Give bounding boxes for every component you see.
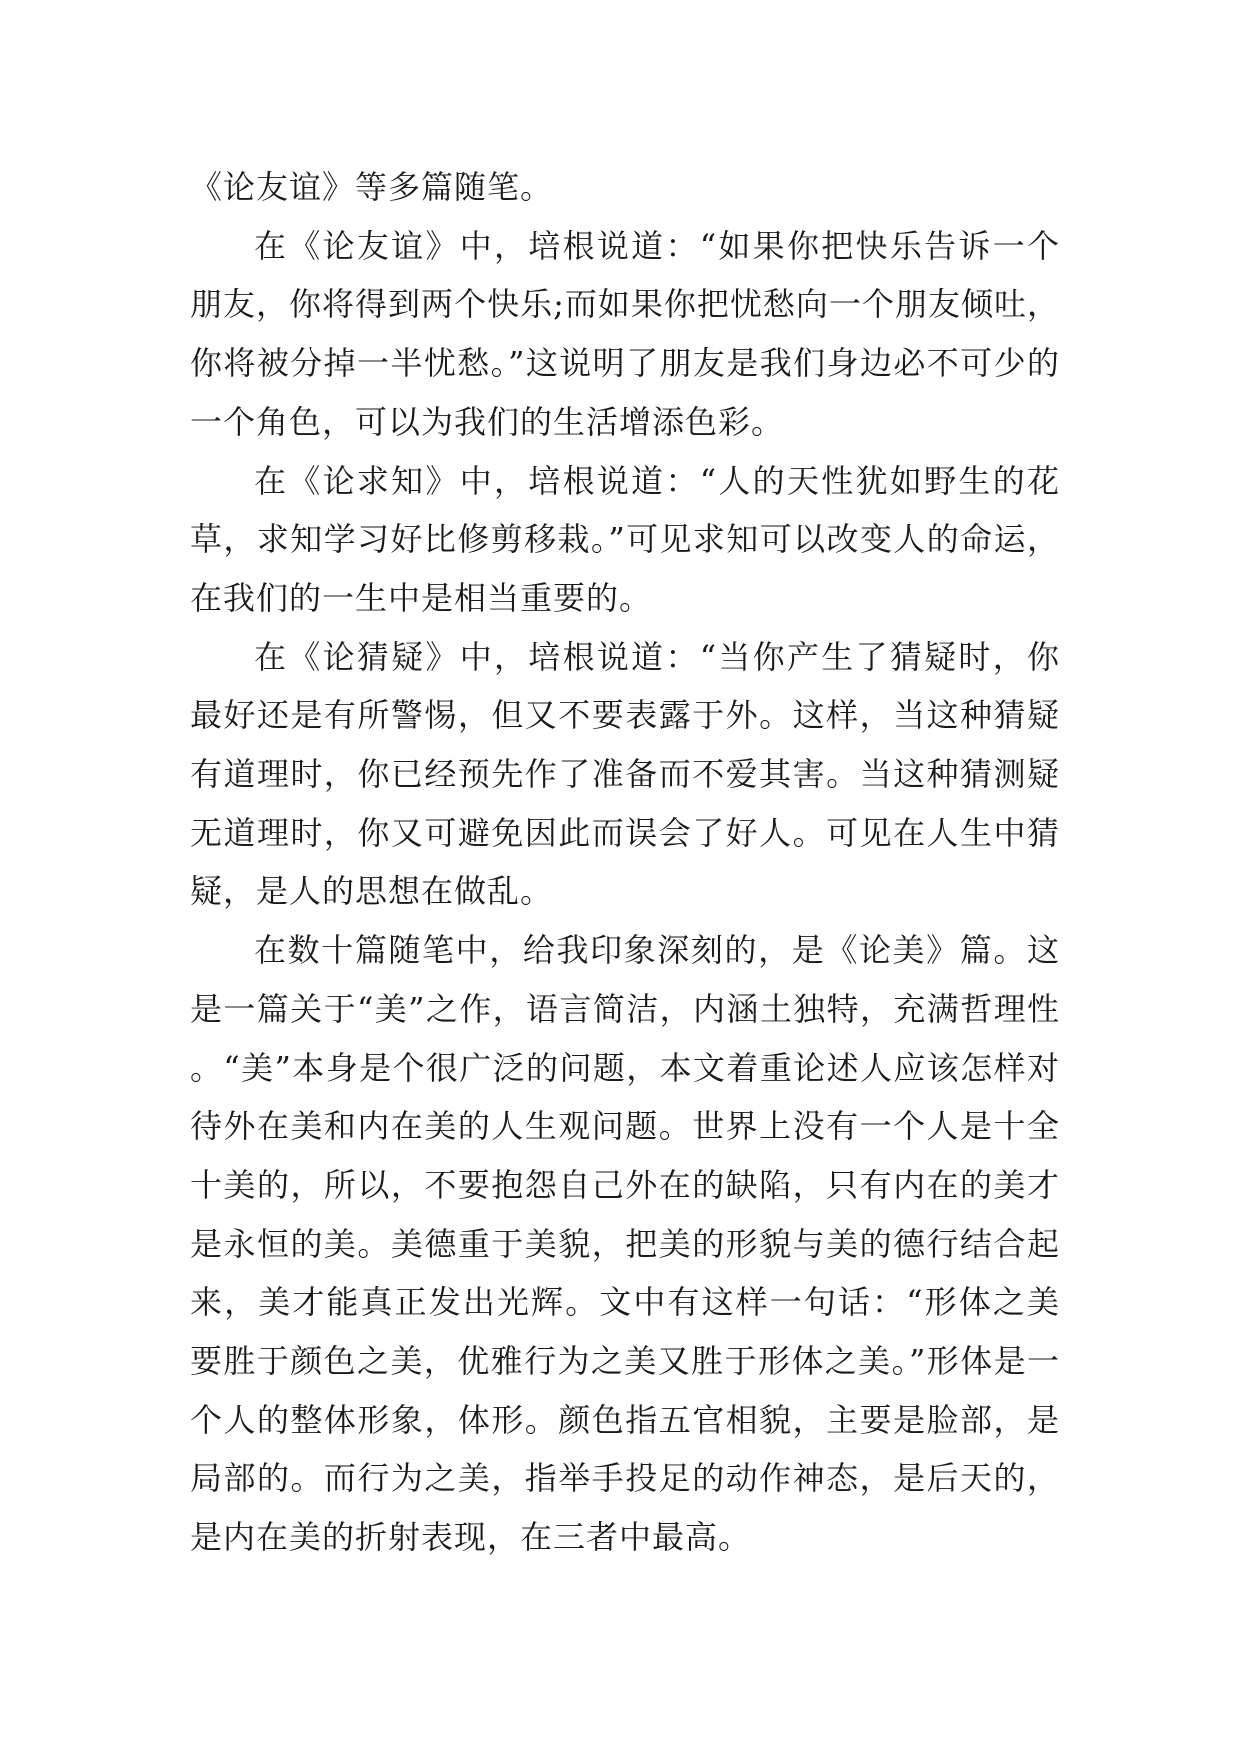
paragraph-suspicion: 在《论猜疑》中，培根说道：“当你产生了猜疑时，你最好还是有所警惕，但又不要表露于外。这样，当这种猜疑有道理时，你已经预先作了准备而不爱其害。当这种猜测疑无道理时，你又可避免因此而误会了好人。可见在人生中猜疑，是人的思想在做乱。 — [190, 637, 1060, 911]
paragraph-knowledge: 在《论求知》中，培根说道：“人的天性犹如野生的花草，求知学习好比修剪移栽。”可见求知可以改变人的命运，在我们的一生中是相当重要的。 — [190, 461, 1060, 617]
document-body — [190, 158, 1060, 1567]
paragraph-beauty: 在数十篇随笔中，给我印象深刻的，是《论美》篇。这是一篇关于“美”之作，语言简洁，内涵土独特，充满哲理性。“美”本身是个很广泛的问题，本文着重论述人应该怎样对待外在美和内在美的人生观问题。世界上没有一个人是十全十美的，所以，不要抱怨自己外在的缺陷，只有内在的美才是永恒的美。美德重于美貌，把美的形貌与美的德行结合起来，美才能真正发出光辉。文中有这样一句话：“形体之美要胜于颜色之美，优雅行为之美又胜于形体之美。”形体是一个人的整体形象，体形。颜色指五官相貌，主要是脸部，是局部的。而行为之美，指举手投足的动作神态，是后天的，是内在美的折射表现，在三者中最高。 — [190, 931, 1060, 1557]
paragraph-friendship: 在《论友谊》中，培根说道：“如果你把快乐告诉一个朋友，你将得到两个快乐;而如果你把忧愁向一个朋友倾吐，你将被分掉一半忧愁。”这说明了朋友是我们身边必不可少的一个角色，可以为我们的生活增添色彩。 — [190, 226, 1060, 441]
paragraph-continued: 《论友谊》等多篇随笔。 — [190, 168, 554, 206]
